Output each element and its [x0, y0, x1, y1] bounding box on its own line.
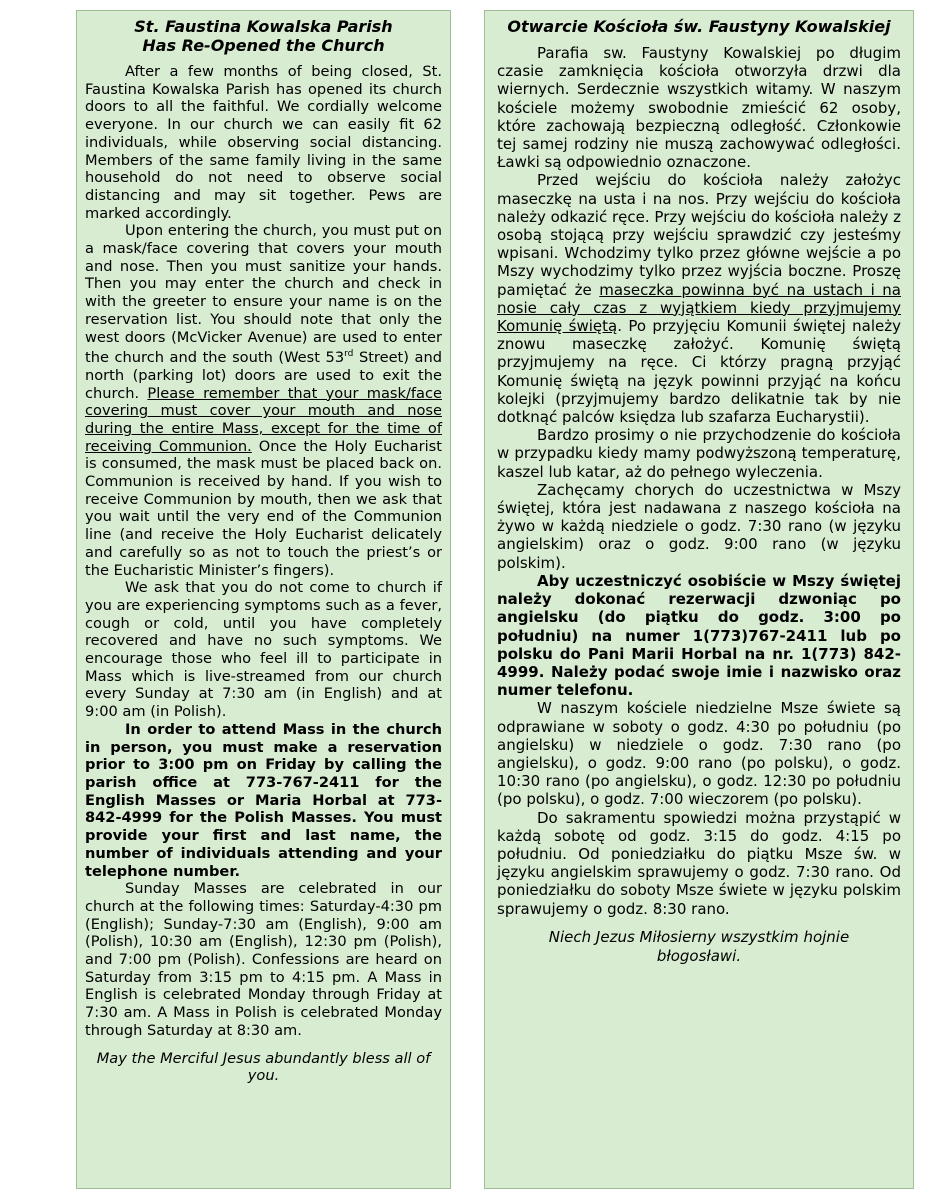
polish-paragraph-livestream: Zachęcamy chorych do uczestnictwa w Mszy świętej, która jest nadawana z naszego kościoła na żywo w każdą niedziele o godz. 7:30 rano (w języku angielskim) oraz o godz. 9:00 rano (w języku polskim). — [497, 480, 901, 572]
polish-mask-reminder: maseczka powinna być na ustach i na nosie cały czas z wyjątkiem kiedy przyjmujemy Komunię świętą — [497, 280, 902, 336]
polish-paragraph-reservation: Aby uczestniczyć osobiście w Mszy świętej należy dokonać rezerwacji dzwoniąc po angielsku (do piątku do godz. 3:00 po południu) na numer 1(773)767-2411 lub po polsku do Pani Marii Horbal na nr. 1(773) 842-4999. Należy podać swoje imie i nazwisko oraz numer telefonu. — [497, 571, 901, 700]
english-title — [85, 17, 442, 55]
english-title-line1: St. Faustina Kowalska Parish — [134, 17, 393, 36]
english-closing-blessing: May the Merciful Jesus abundantly bless all of you. — [96, 1049, 431, 1085]
polish-title: Otwarcie Kościoła św. Faustyny Kowalskiej — [507, 17, 891, 36]
polish-closing-blessing: Niech Jezus Miłosierny wszystkim hojnie błogosławi. — [548, 927, 850, 965]
english-paragraph-reopening: After a few months of being closed, St. Faustina Kowalska Parish has opened its church doors to all the faithful. We cordially welcome everyone. In our church we can easily fit 62 individuals, while observing social distancing. Members of the same family living in the same household do not need to observe social distancing and may sit together. Pews are marked accordingly. — [85, 63, 442, 222]
english-paragraph-schedule: Sunday Masses are celebrated in our church at the following times: Saturday-4:30 pm (English); Sunday-7:30 am (English), 9:00 am (Polish), 10:30 am (English), 12:30 pm (Polish), and 7:00 pm (Polish). Confessions are heard on Saturday from 3:15 pm to 4:15 pm. A Mass in English is celebrated Monday through Friday at 7:30 am. A Mass in Polish is celebrated Monday through Saturday at 8:30 am. — [85, 880, 442, 1039]
polish-column — [484, 10, 914, 1189]
polish-paragraph-symptoms: Bardzo prosimy o nie przychodzenie do kościoła w przypadku kiedy mamy podwyższoną temperaturę, kaszel lub katar, aż do pełnego wyleczenia. — [497, 426, 901, 481]
polish-paragraph-reopening: Parafia sw. Faustyny Kowalskiej po długim czasie zamknięcia kościoła otworzyła drzwi dla wiernych. Serdecznie wszystkich witamy. W naszym kościele możemy swobodnie zmieścić 62 osoby, które zachowają bezpieczną odległość. Członkowie tej samej rodziny nie muszą zachowywać odległości. Ławki są odpowiednio oznaczone. — [497, 44, 901, 172]
english-paragraph-symptoms: We ask that you do not come to church if you are experiencing symptoms such as a fever, cough or cold, until you have completely recovered and have no such symptoms. We encourage those who feel ill to participate in Mass which is live-streamed from our church every Sunday at 7:30 am (in English) and at 9:00 am (in Polish). — [85, 579, 442, 721]
english-title-line2: Has Re-Opened the Church — [142, 36, 385, 55]
polish-paragraph-confessions: Do sakramentu spowiedzi można przystąpić w każdą sobotę od godz. 3:15 do godz. 4:15 po południu. Od poniedziałku do piątku Msze św. w języku angielskim sprawujemy o godz. 7:30 rano. Od poniedziałku do soboty Msze świete w języku polskim sprawujemy o godz. 8:30 rano. — [497, 808, 901, 918]
english-mask-reminder: Please remember that your mask/face covering must cover your mouth and nose during the entire Mass, except for the time of receiving Communion. — [85, 384, 442, 455]
english-paragraph-reservation: In order to attend Mass in the church in person, you must make a reservation prior to 3:00 pm on Friday by calling the parish office at 773-767-2411 for the English Masses or Maria Horbal at 773-842-4999 for the Polish Masses. You must provide your first and last name, the number of individuals attending and your telephone number. — [85, 720, 442, 880]
polish-paragraph-entering: Przed wejściu do kościoła należy założyc maseczkę na usta i na nos. Przy wejściu do kościoła należy odkazić ręce. Przy wejściu do kościoła należy z osobą stojącą przy wejściu sprawdzić czy jesteśmy wpisani. Wchodzimy tylko przez główne wejście a po Mszy wychodzimy tylko przez wyjścia boczne. Proszę pamiętać że maseczka powinna być na ustach i na nosie cały czas z wyjątkiem kiedy przyjmujemy Komunię świętą. Po przyjęciu Komunii świętej należy znowu maseczkę założyć. Komunię świętą przyjmujemy na ręce. Ci którzy pragną przyjąć Komunię świętą na język powinni przyjąć na końcu kolejki (przyjmujemy bardzo delikatnie tak by nie dotknąć palców księdza lub szafarza Eucharystii). — [497, 171, 902, 427]
polish-paragraph-schedule: W naszym kościele niedzielne Msze świete są odprawiane w soboty o godz. 4:30 po południu (po angielsku) w niedziele o godz. 7:30 rano (po angielsku), o godz. 9:00 rano (po polsku), o godz. 10:30 rano (po angielsku), o godz. 12:30 po południu (po polsku), o godz. 7:00 wieczorem (po polsku). — [497, 699, 901, 809]
english-paragraph-entering: Upon entering the church, you must put on a mask/face covering that covers your mouth and nose. Then you must sanitize your hands. Then you may enter the church and check in with the greeter to ensure your name is on the reservation list. You should note that only the west doors (McVicker Avenue) are used to enter the church and the south (West 53rd Street) and north (parking lot) doors are used to exit the church. Please remember that your mask/face covering must cover your mouth and nose during the entire Mass, except for the time of receiving Communion. Once the Holy Eucharist is consumed, the mask must be placed back on. Communion is received by hand. If you wish to receive Communion by mouth, then we ask that you wait until the very end of the Communion line (and receive the Holy Eucharist delicately and carefully so as not to touch the priest’s or the Eucharistic Minister’s fingers). — [85, 222, 443, 579]
english-column — [76, 10, 451, 1189]
